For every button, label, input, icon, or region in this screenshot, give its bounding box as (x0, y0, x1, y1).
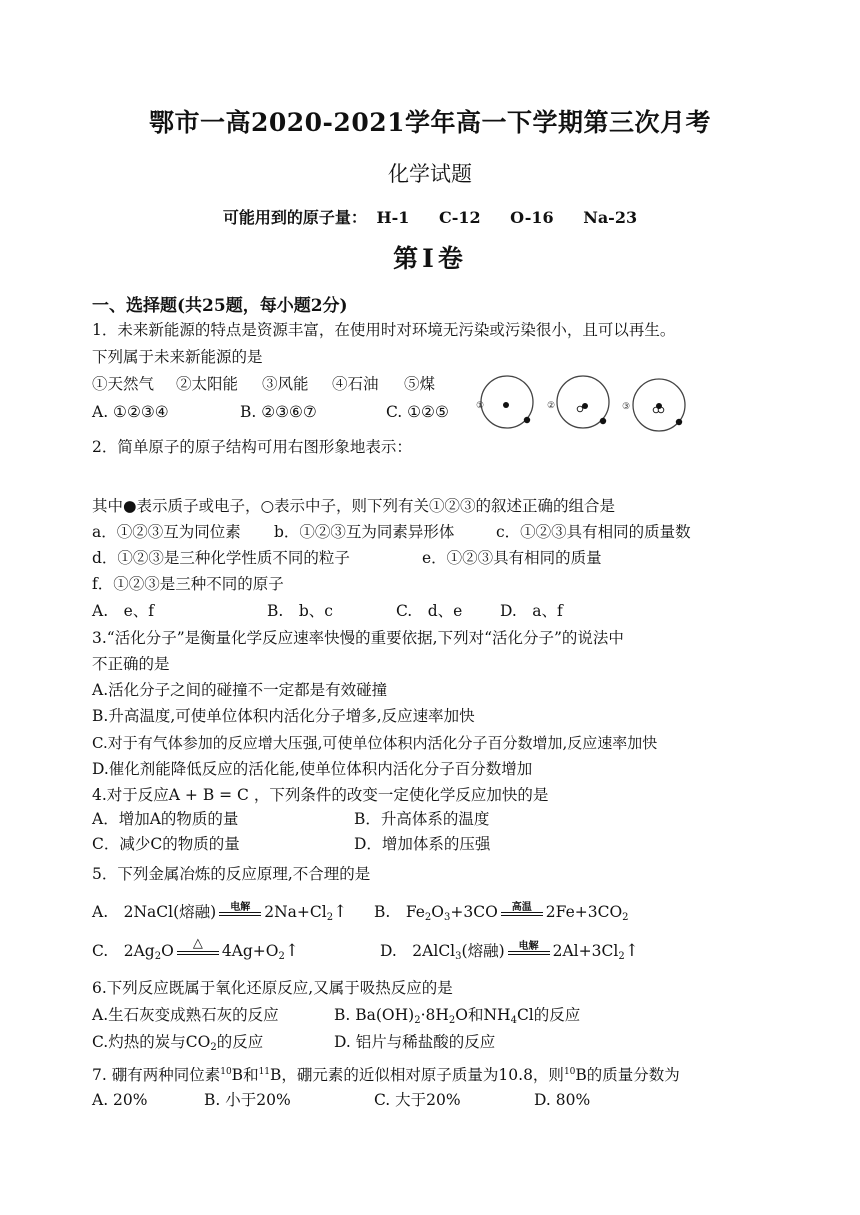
q2-option-c: C. d、e (396, 602, 463, 620)
q6-stem: 6.下列反应既属于氧化还原反应,又属于吸热反应的是 (92, 979, 453, 997)
atomic-mass-na: Na-23 (583, 208, 638, 227)
atom-3-label: ③ (622, 402, 631, 412)
electrolysis-condition-icon: 电解 (219, 905, 261, 921)
gas-arrow-icon: ↑ (624, 941, 639, 961)
atom-1-label: ① (476, 401, 485, 411)
q5-a-reactant: A. 2NaCl(熔融) (92, 903, 217, 921)
q1-option-c: C. ①②⑤ (386, 403, 449, 421)
q1-stem-line1: 1．未来新能源的特点是资源丰富，在使用时对环境无污染或污染很小，且可以再生。 (92, 321, 676, 339)
atom-2-label: ② (547, 401, 556, 411)
q6-option-a: A.生石灰变成熟石灰的反应 (92, 1006, 279, 1024)
q5-b-products: 2Fe+3CO (545, 903, 623, 921)
q1-option-a: A. ①②③④ (92, 403, 169, 421)
q5-d-reactant: D. 2AlCl (380, 942, 456, 960)
q1-option-b: B. ②③⑥⑦ (240, 403, 317, 421)
q2-statement-b: b．①②③互为同素异形体 (274, 523, 455, 541)
q5-option-b: B. $Fe_2O_3+3CO$ 高温 $2Fe+3CO_2$ (374, 902, 629, 923)
gas-arrow-icon: ↑ (333, 902, 348, 922)
q5-d-products: 2Al+3Cl (552, 942, 619, 960)
q5-b-reactant: B. Fe (374, 903, 425, 921)
q4-stem: 4.对于反应A + B = C ，下列条件的改变一定使化学反应加快的是 (92, 786, 549, 804)
q5-option-c: C. $2Ag_2O$ △ $4Ag+O_2↑$ (92, 936, 300, 962)
q4-option-d: D．增加体系的压强 (354, 835, 491, 853)
q2-stem-line1: 2．简单原子的原子结构可用右图形象地表示： (92, 438, 412, 456)
volume-heading: 第Ⅰ卷 (393, 244, 467, 273)
q6-option-b: B. $Ba(OH)_2\cdot 8H_2O$和$NH_4Cl$的反应 (334, 1006, 581, 1026)
q7-option-b: B. 小于20% (204, 1091, 291, 1109)
q5-stem: 5．下列金属冶炼的反应原理,不合理的是 (92, 865, 371, 883)
atom-2-figure (547, 376, 609, 428)
q2-option-a: A. e、f (92, 602, 155, 620)
heat-condition-icon: △ (177, 944, 219, 960)
q1-item-2: ②太阳能 (176, 375, 239, 393)
q6-option-d: D. 铝片与稀盐酸的反应 (334, 1033, 496, 1051)
gas-arrow-icon: ↑ (284, 941, 300, 961)
atomic-mass-h: H-1 (376, 208, 410, 227)
q7-option-a: A. 20% (92, 1091, 148, 1109)
q4-option-c: C．减少C的物质的量 (92, 835, 240, 853)
q5-option-a: A. 2NaCl(熔融) 电解 $2Na+Cl_2↑$ (92, 902, 348, 923)
exam-title: 鄂市一高2020-2021学年高一下学期第三次月考 (148, 108, 712, 137)
q3-option-a: A.活化分子之间的碰撞不一定都是有效碰撞 (92, 681, 388, 699)
atomic-mass-o: O-16 (510, 208, 554, 227)
q1-item-3: ③风能 (262, 375, 309, 393)
electrolysis-condition-icon: 电解 (508, 944, 550, 960)
q1-item-4: ④石油 (332, 375, 379, 393)
q3-option-c: C.对于有气体参加的反应增大压强,可使单位体积内活化分子百分数增加,反应速率加快 (92, 734, 658, 752)
q5-c-reactant: C. 2Ag (92, 942, 155, 960)
atom-1-figure (476, 376, 533, 428)
q2-option-d: D. a、f (500, 602, 563, 620)
atomic-mass-c: C-12 (438, 208, 481, 227)
q2-statement-a: a．①②③互为同位素 (92, 523, 241, 541)
q2-statement-f: f．①②③是三种不同的原子 (92, 575, 284, 593)
q2-statement-c: c．①②③具有相同的质量数 (496, 523, 691, 541)
q2-option-b: B. b、c (267, 602, 333, 620)
atomic-masses (0, 205, 860, 228)
q5-c-products: 4Ag+O (221, 942, 279, 960)
exam-subtitle: 化学试题 (388, 162, 472, 186)
q7-option-d: D. 80% (534, 1091, 591, 1109)
q3-option-d: D.催化剂能降低反应的活化能,使单位体积内活化分子百分数增加 (92, 760, 533, 778)
q5-option-d: D. 2AlCl$_3$(熔融) 电解 $2Al+3Cl_2↑$ (380, 941, 639, 962)
q3-stem-line2: 不正确的是 (92, 655, 170, 673)
q5-a-products: 2Na+Cl (264, 903, 327, 921)
q2-statement-e: e．①②③具有相同的质量 (422, 549, 602, 567)
high-temp-condition-icon: 高温 (501, 905, 543, 921)
atomic-masses-label: 可能用到的原子量： (222, 208, 367, 227)
figure-cover (458, 374, 478, 392)
q3-option-b: B.升高温度,可使单位体积内活化分子增多,反应速率加快 (92, 707, 475, 725)
atom-3-figure (622, 379, 685, 431)
q2-stem-line2: 其中●表示质子或电子，○表示中子，则下列有关①②③的叙述正确的组合是 (92, 497, 616, 515)
q1-item-5: ⑤煤 (404, 375, 436, 393)
q3-stem-line1: 3.“活化分子”是衡量化学反应速率快慢的重要依据,下列对“活化分子”的说法中 (92, 629, 624, 647)
q4-option-b: B．升高体系的温度 (354, 810, 490, 828)
q1-item-1: ①天然气 (92, 375, 155, 393)
section-heading: 一、选择题(共25题，每小题2分) (92, 296, 348, 316)
q4-option-a: A．增加A的物质的量 (92, 810, 239, 828)
q2-statement-d: d．①②③是三种化学性质不同的粒子 (92, 549, 350, 567)
q7-stem: 7. 硼有两种同位素$^{10}$B和$^{11}$B，硼元素的近似相对原子质量为10.8，则$^{10}$B的质量分数为 (92, 1066, 680, 1084)
q7-option-c: C. 大于20% (374, 1091, 461, 1109)
q1-stem-line2: 下列属于未来新能源的是 (92, 348, 263, 366)
atom-structure-figure (476, 372, 688, 434)
q6-option-c: C.灼热的炭与$CO_2$的反应 (92, 1033, 264, 1053)
